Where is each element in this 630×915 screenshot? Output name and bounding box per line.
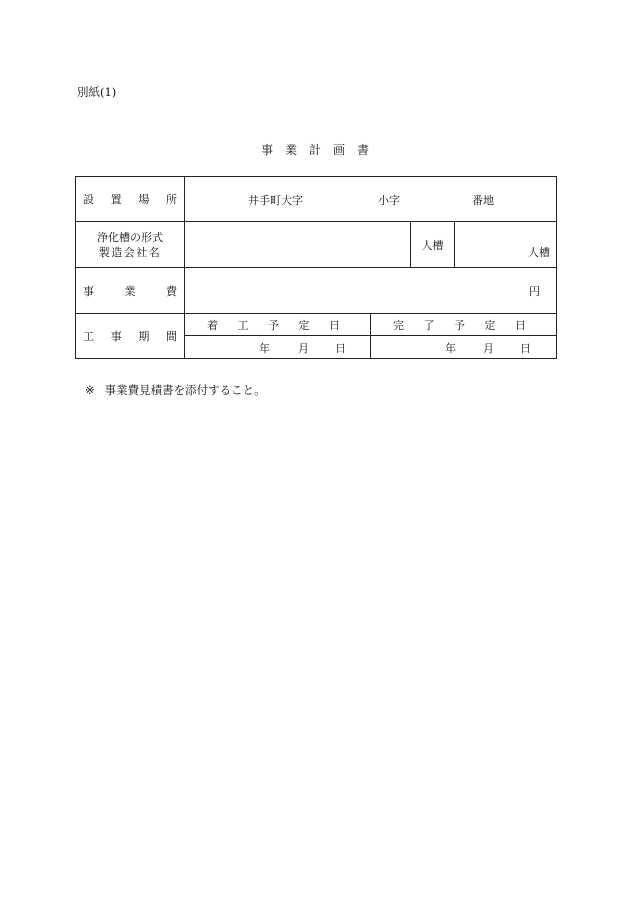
location-label: 設 置 場 所 xyxy=(83,193,177,206)
annex-label: 別紙(1) xyxy=(77,85,117,99)
cost-label-cell xyxy=(76,268,185,314)
period-label-cell xyxy=(76,314,185,359)
end-date-header-text: 完 了 予 定 日 xyxy=(393,318,534,332)
start-date-input[interactable] xyxy=(185,336,371,359)
start-date-header-text: 着 工 予 定 日 xyxy=(207,318,348,332)
banchi-label: 番地 xyxy=(472,194,494,207)
cost-label: 事 業 費 xyxy=(83,284,177,298)
reference-mark: ※ xyxy=(85,383,95,397)
end-date-input[interactable] xyxy=(371,336,557,359)
start-year-unit: 年 xyxy=(259,342,270,355)
document-title: 事 業 計 画 書 xyxy=(260,143,369,157)
row-period-header xyxy=(76,314,557,336)
cost-input[interactable]: 円 xyxy=(185,268,557,314)
plan-table xyxy=(75,176,557,359)
tank-capacity-unit-a: 人槽 xyxy=(411,222,455,268)
start-month-unit: 月 xyxy=(298,342,309,355)
tank-type-input[interactable] xyxy=(185,222,411,268)
period-label: 工 事 期 間 xyxy=(83,330,177,343)
row-tank xyxy=(76,222,557,268)
koaza-label: 小字 xyxy=(378,194,400,207)
note-text: 事業費見積書を添付すること。 xyxy=(104,383,266,397)
row-cost xyxy=(76,268,557,314)
start-day-unit: 日 xyxy=(335,342,346,355)
start-date-header xyxy=(185,314,371,336)
attachment-note xyxy=(85,382,266,398)
town-label: 井手町大字 xyxy=(248,194,303,207)
end-day-unit: 日 xyxy=(520,342,531,355)
tank-label-line2: 製造会社名 xyxy=(98,245,162,259)
end-year-unit: 年 xyxy=(445,342,456,355)
row-location xyxy=(76,177,557,222)
end-month-unit: 月 xyxy=(483,342,494,355)
tank-capacity-input[interactable]: 人槽 xyxy=(455,222,557,268)
end-date-header xyxy=(371,314,557,336)
location-input[interactable] xyxy=(185,177,557,222)
tank-label-line1: 浄化槽の形式 xyxy=(97,230,163,244)
location-label-cell xyxy=(76,177,185,222)
tank-label-cell xyxy=(76,222,185,268)
